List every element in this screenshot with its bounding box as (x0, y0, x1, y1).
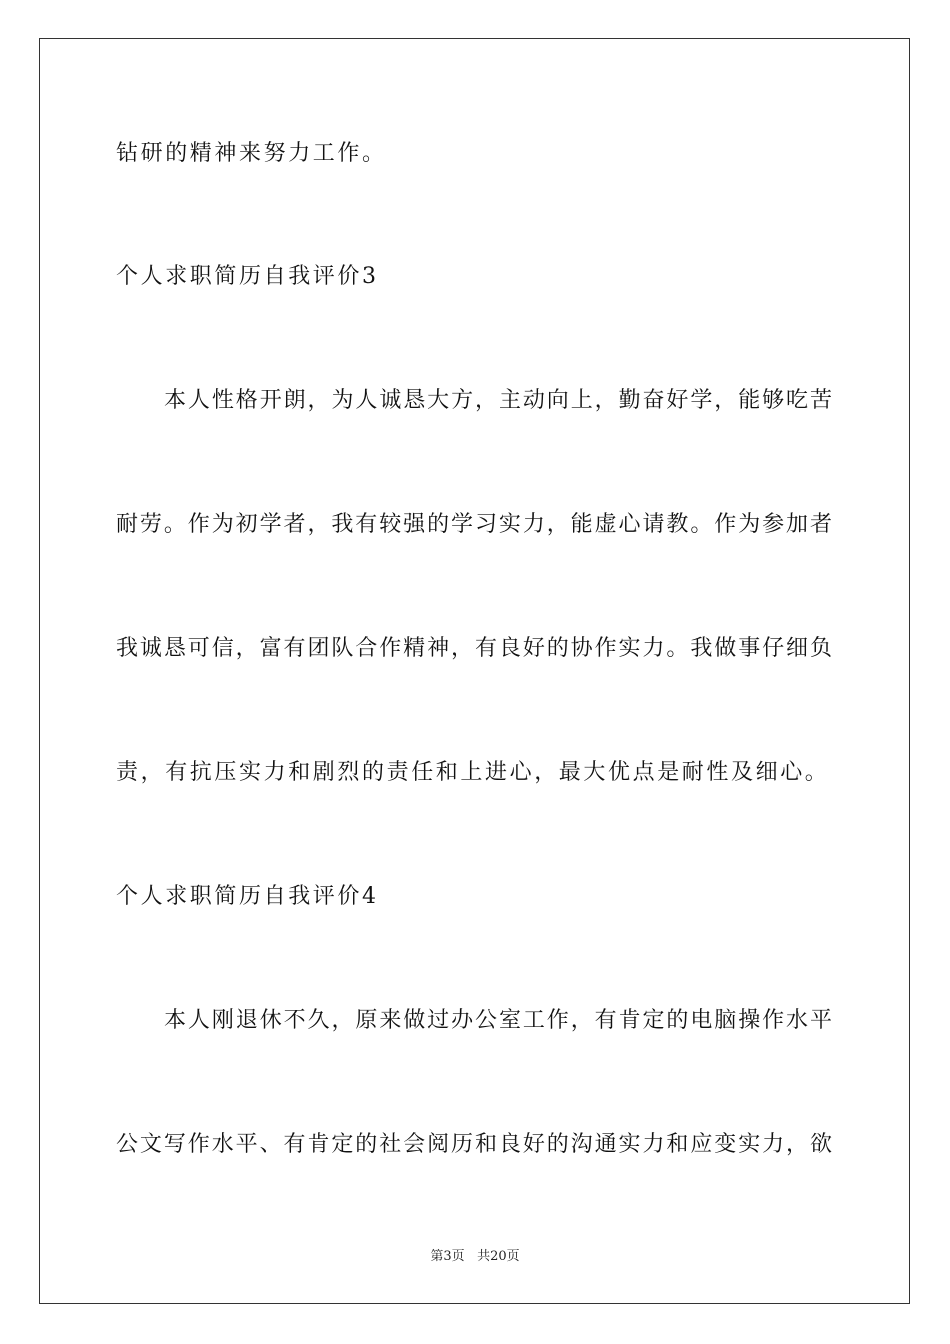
page-number: 第3页 (430, 1249, 465, 1264)
section-heading: 个人求职简历自我评价4 (116, 884, 379, 909)
paragraph-line: 耐劳。作为初学者，我有较强的学习实力，能虚心请教。作为参加者 (116, 512, 832, 537)
page-total: 共20页 (477, 1249, 520, 1264)
page-footer (0, 1248, 950, 1266)
paragraph-line: 责，有抗压实力和剧烈的责任和上进心，最大优点是耐性及细心。 (116, 760, 830, 785)
section-heading: 个人求职简历自我评价3 (116, 264, 379, 289)
paragraph-line: 钻研的精神来努力工作。 (116, 141, 387, 166)
paragraph-line: 公文写作水平、有肯定的社会阅历和良好的沟通实力和应变实力，欲 (116, 1132, 832, 1157)
paragraph-line: 本人性格开朗，为人诚恳大方，主动向上，勤奋好学，能够吃苦 (164, 388, 832, 413)
paragraph-line: 我诚恳可信，富有团队合作精神，有良好的协作实力。我做事仔细负 (116, 636, 832, 661)
paragraph-line: 本人刚退休不久，原来做过办公室工作，有肯定的电脑操作水平 (164, 1008, 832, 1033)
page-frame (39, 38, 910, 1304)
